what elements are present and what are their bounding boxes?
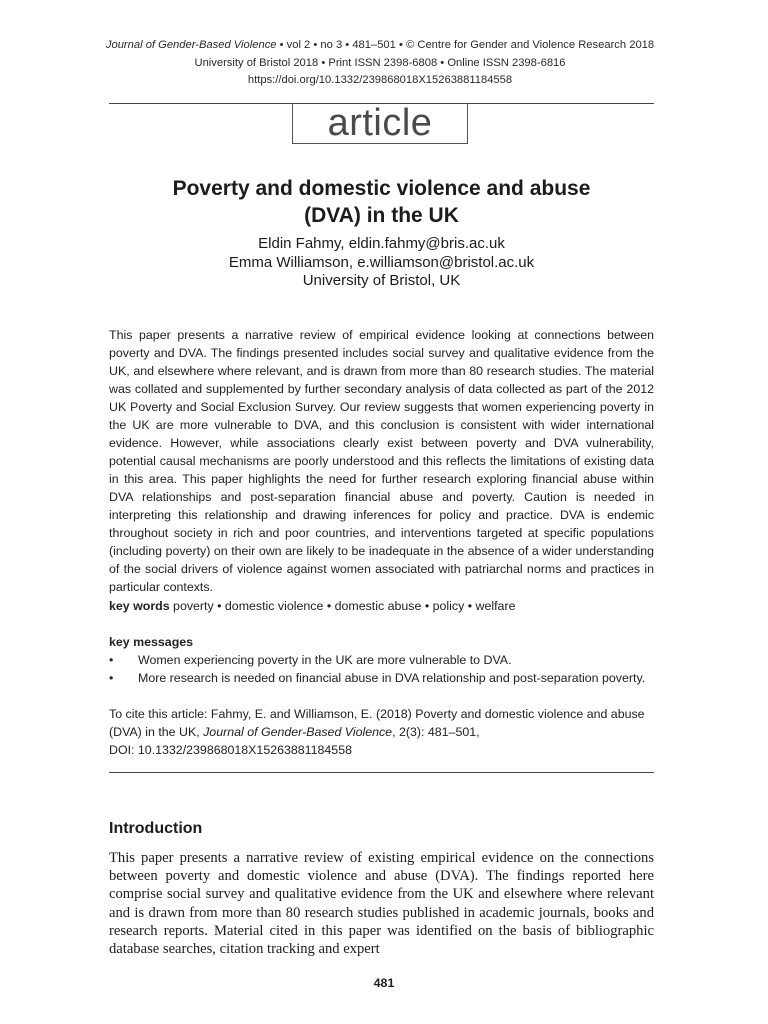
key-message-text: More research is needed on financial abuse in DVA relationship and post-separation poverty. xyxy=(138,671,646,685)
key-message-item xyxy=(109,669,669,687)
key-message-text: Women experiencing poverty in the UK are more vulnerable to DVA. xyxy=(138,653,512,667)
bullet-icon: • xyxy=(109,653,114,667)
citation-title-end: (DVA) in the UK, xyxy=(109,725,204,739)
citation-line-1: To cite this article: Fahmy, E. and Williamson, E. (2018) Poverty and domestic violence and abuse xyxy=(109,707,645,721)
author-block xyxy=(109,235,654,291)
header-line-2: University of Bristol 2018 • Print ISSN 2398-6808 • Online ISSN 2398-6816 xyxy=(194,56,566,69)
title-line-1: Poverty and domestic violence and abuse xyxy=(172,177,591,200)
journal-name: Journal of Gender-Based Violence xyxy=(105,39,277,51)
header-doi[interactable]: https://doi.org/10.1332/239868018X15263881184558 xyxy=(247,74,513,86)
author-affiliation: University of Bristol, UK xyxy=(302,272,461,289)
introduction-heading: Introduction xyxy=(109,820,203,837)
author-2: Emma Williamson, e.williamson@bristol.ac.uk xyxy=(228,253,535,271)
page-number: 481 xyxy=(373,976,395,990)
key-message-item xyxy=(109,651,669,669)
author-1: Eldin Fahmy, eldin.fahmy@bris.ac.uk xyxy=(258,235,505,252)
key-messages-label: key messages xyxy=(109,635,194,649)
citation-line-2 xyxy=(109,723,654,741)
article-type-label: article xyxy=(292,103,468,144)
key-messages-list xyxy=(109,651,669,687)
bullet-icon: • xyxy=(109,671,114,685)
section-divider xyxy=(109,772,654,773)
citation-volume: , 2(3): 481–501, xyxy=(392,725,480,739)
introduction-body: This paper presents a narrative review of existing empirical evidence on the connections between poverty and domestic violence and abuse (DVA). The findings reported here comprise social survey and qualitative evidence from the UK and elsewhere where relevant and is drawn from more than 80 research studies published in academic journals, books and research reports. Material cited in this paper was identified on the basis of bibliographic database searches, citation tracking and expert xyxy=(109,850,654,958)
keywords-list: poverty • domestic violence • domestic abuse • policy • welfare xyxy=(169,599,516,613)
header-volume-info: • vol 2 • no 3 • 481–501 • © Centre for Gender and Violence Research 2018 xyxy=(276,39,655,51)
citation xyxy=(109,705,654,759)
abstract: This paper presents a narrative review of empirical evidence looking at connections between poverty and DVA. The findings presented includes social survey and qualitative evidence from the UK, and elsewhere where relevant, and is drawn from more than 80 research studies. The material was collated and supplemented by further secondary analysis of data collected as part of the 2012 UK Poverty and Social Exclusion Survey. Our review suggests that women experiencing poverty in the UK are more vulnerable to DVA, and this conclusion is consistent with wider international evidence. However, while associations clearly exist between poverty and DVA vulnerability, potential causal mechanisms are poorly understood and this reflects the limitations of existing data in this area. This paper highlights the need for further research exploring financial abuse within DVA relationships and post-separation financial abuse and poverty. Caution is needed in interpreting this relationship and drawing inferences for policy and practice. DVA is endemic throughout society in rich and poor countries, and interventions targeted at specific populations (including poverty) on their own are likely to be inadequate in the absence of a wider understanding of the social drivers of violence against women associated with patriarchal norms and practices in particular contexts. xyxy=(109,328,654,594)
keywords-label: key words xyxy=(109,599,170,613)
header-line-1 xyxy=(60,37,700,55)
citation-doi[interactable]: DOI: 10.1332/239868018X15263881184558 xyxy=(109,743,352,757)
article-title xyxy=(109,175,654,229)
journal-header xyxy=(60,37,700,90)
title-line-2: (DVA) in the UK xyxy=(304,204,459,227)
citation-journal: Journal of Gender-Based Violence xyxy=(203,725,393,739)
keywords xyxy=(109,597,654,615)
